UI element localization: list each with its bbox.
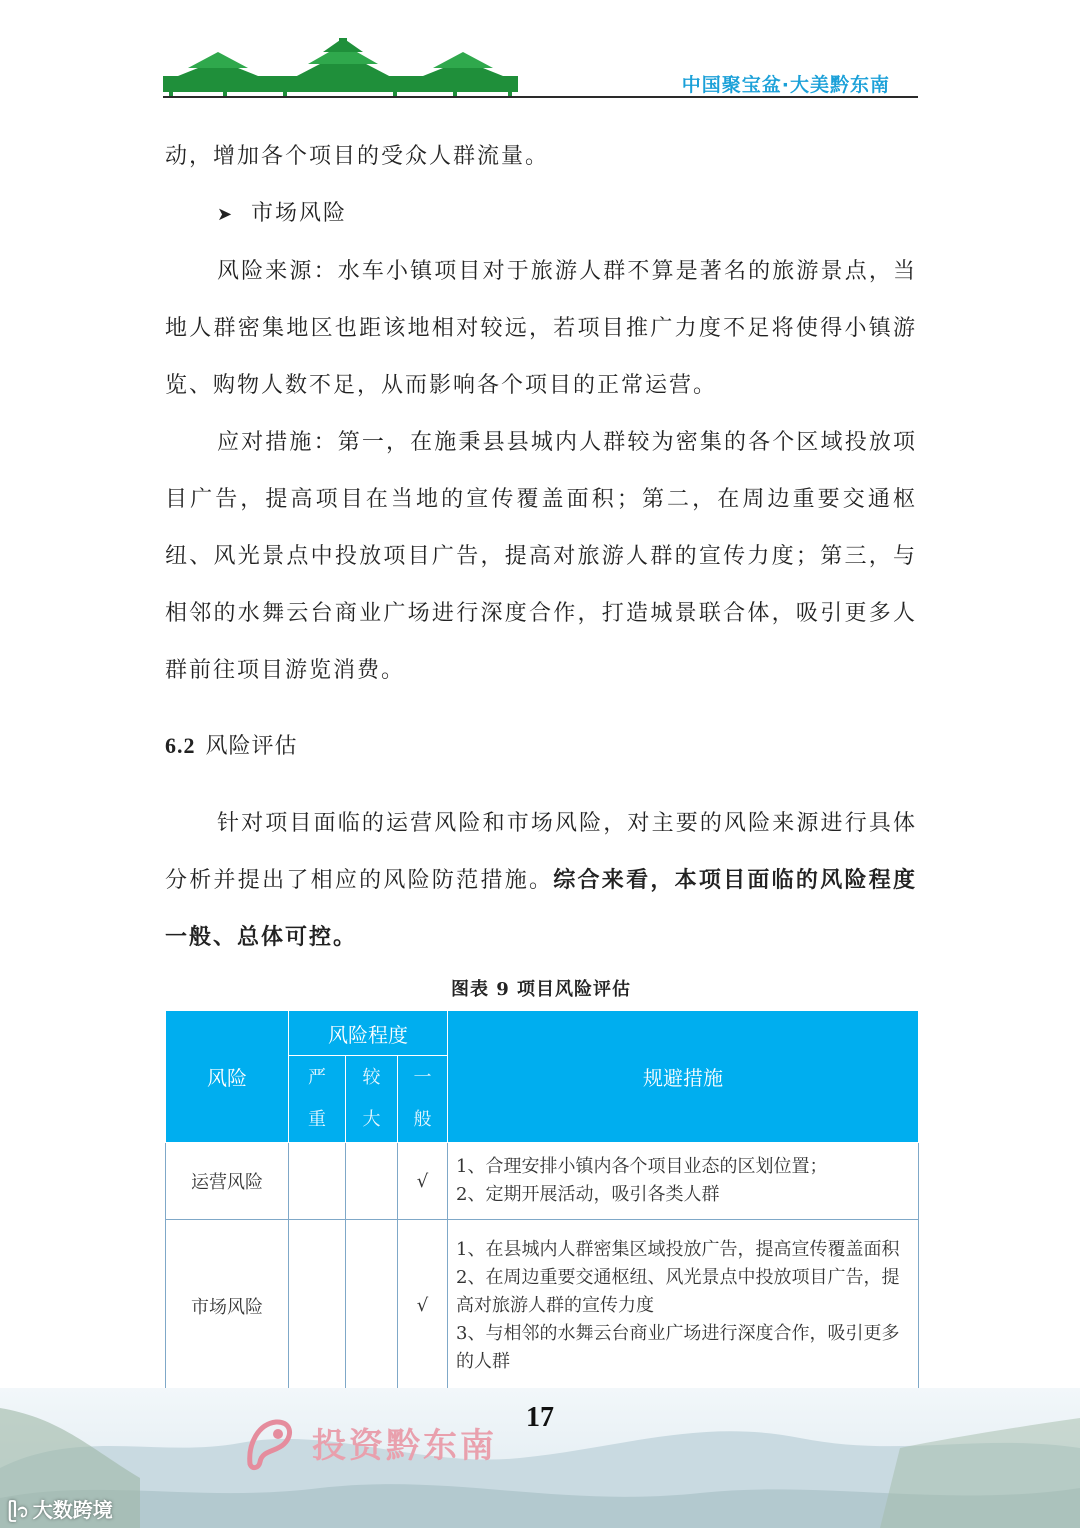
row-measures	[448, 1220, 919, 1392]
header-measures: 规避措施	[448, 1011, 919, 1143]
paragraph-risk-source: 风险来源：水车小镇项目对于旅游人群不算是著名的旅游景点，当地人群密集地区也距该地相对较远，若项目推广力度不足将使得小镇游览、购物人数不足，从而影响各个项目的正常运营。	[165, 259, 917, 398]
risk-assessment-table	[165, 1010, 919, 1392]
section-number: 6.2	[165, 733, 196, 758]
row-severe-cell	[289, 1143, 346, 1220]
page-number: 17	[526, 1402, 554, 1433]
table-row	[166, 1220, 919, 1392]
header-risk-degree: 风险程度	[289, 1011, 448, 1056]
watermark-text: 大数跨境	[32, 1498, 113, 1522]
section-title: 风险评估	[205, 734, 298, 759]
evaluation-text: 针对项目面临的运营风险和市场风险，对主要的风险来源进行具体分析并提出了相应的风险防范措施。	[165, 811, 917, 893]
row-general-cell: √	[398, 1220, 448, 1392]
measure-item: 2、定期开展活动，吸引各类人群	[456, 1184, 720, 1205]
row-risk-name: 运营风险	[166, 1143, 289, 1220]
header-general	[398, 1056, 448, 1143]
header-general-text: 一般	[413, 1067, 432, 1130]
header-severe	[289, 1056, 346, 1143]
section-heading	[165, 717, 917, 775]
seal-icon	[240, 1414, 300, 1474]
row-measures	[448, 1143, 919, 1220]
measure-item: 2、在周边重要交通枢纽、风光景点中投放项目广告，提高对旅游人群的宣传力度	[456, 1266, 900, 1316]
weibo-icon: ᥫ᭡	[8, 1501, 29, 1522]
bullet-label: 市场风险	[251, 201, 348, 226]
header-divider	[163, 96, 918, 98]
drum-tower-logo-icon	[163, 38, 518, 98]
arrow-right-icon: ➤	[217, 204, 235, 225]
page-body	[165, 128, 917, 966]
header-major	[346, 1056, 398, 1143]
paragraph-continuation: 动，增加各个项目的受众人群流量。	[165, 144, 550, 169]
row-severe-cell	[289, 1220, 346, 1392]
header-tagline: 中国聚宝盆·大美黔东南	[681, 74, 890, 96]
header-severe-text: 严重	[307, 1067, 326, 1130]
brand-logo-text: 投资黔东南	[312, 1426, 497, 1466]
table-caption: 图表 9 项目风险评估	[450, 979, 632, 1000]
paragraph-evaluation	[165, 795, 917, 966]
table-row	[166, 1143, 919, 1220]
bullet-market-risk	[165, 185, 917, 243]
header-major-text: 较大	[362, 1067, 381, 1130]
paragraph-countermeasures: 应对措施：第一，在施秉县县城内人群较为密集的各个区域投放项目广告，提高项目在当地的宣传覆盖面积；第二，在周边重要交通枢纽、风光景点中投放项目广告，提高对旅游人群的宣传力度；第三，与相邻的水舞云台商业广场进行深度合作，打造城景联合体，吸引更多人群前往项目游览消费。	[165, 430, 917, 683]
row-general-cell: √	[398, 1143, 448, 1220]
row-major-cell	[346, 1143, 398, 1220]
measure-item: 1、合理安排小镇内各个项目业态的区划位置；	[456, 1156, 828, 1177]
page-header	[163, 38, 918, 100]
header-risk: 风险	[166, 1011, 289, 1143]
measure-item: 1、在县城内人群密集区域投放广告，提高宣传覆盖面积	[456, 1238, 900, 1260]
evaluation-conclusion: 综合来看，本项目面临的风险程度一般、总体可控。	[165, 867, 917, 950]
watermark	[8, 1494, 113, 1531]
row-major-cell	[346, 1220, 398, 1392]
row-risk-name: 市场风险	[166, 1220, 289, 1392]
measure-item: 3、与相邻的水舞云台商业广场进行深度合作，吸引更多的人群	[456, 1322, 900, 1372]
